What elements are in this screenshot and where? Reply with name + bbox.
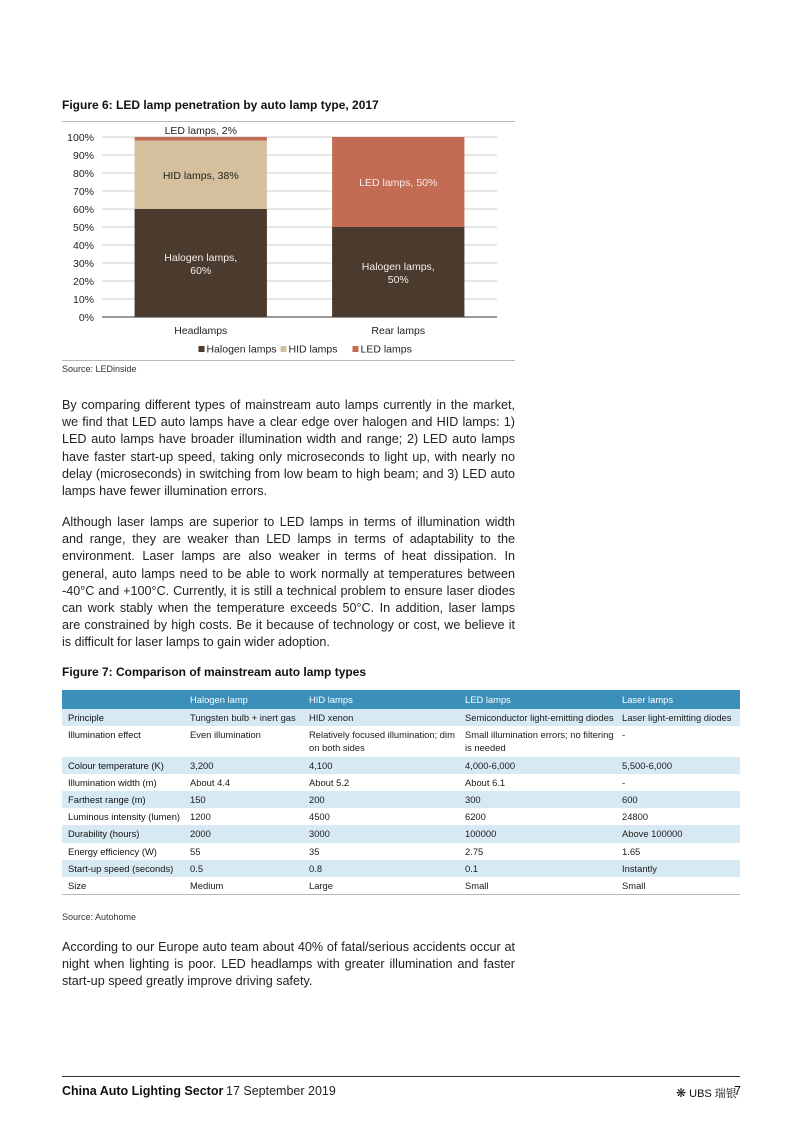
table-cell: 0.8	[303, 860, 459, 877]
table-cell: Tungsten bulb + inert gas	[184, 709, 303, 726]
y-tick-label: 30%	[72, 258, 94, 270]
table-cell: 2.75	[465, 845, 484, 857]
figure6-chart	[62, 122, 515, 362]
table-cell: 200	[303, 791, 459, 808]
table-cell: 4,000-6,000	[459, 757, 616, 774]
y-tick-label: 100%	[67, 132, 94, 144]
legend-swatch	[199, 346, 205, 352]
paragraph-1: By comparing different types of mainstream auto lamps currently in the market, we find that LED auto lamps have a clear edge over halogen and HID lamps: 1) LED auto lamps have broader illumination width and range; 2) LED auto lamps have faster start-up speed, taking only microseconds to light up, with nearly no delay (microseconds) in switching from low beam to high beam; and 3) LED auto lamps have fewer illumination errors.	[62, 398, 515, 499]
legend-label: Halogen lamps	[206, 343, 277, 356]
ubs-keys-icon: ❋	[676, 1086, 687, 1100]
table-header-cell	[62, 690, 184, 709]
x-category-label: Rear lamps	[371, 325, 426, 337]
table-cell: About 5.2	[309, 776, 350, 788]
table-row	[62, 709, 740, 726]
table-cell: Small	[459, 877, 616, 895]
comparison-table	[62, 690, 740, 895]
table-cell: 35	[309, 845, 320, 857]
table-cell: Even illumination	[190, 729, 261, 741]
table-cell: 24800	[622, 811, 649, 823]
table-cell: 2000	[184, 825, 303, 842]
table-cell: Semiconductor light-emitting diodes	[459, 709, 616, 726]
data-label: Halogen lamps,	[164, 252, 238, 264]
y-tick-label: 70%	[72, 186, 94, 198]
row-label: Illumination width (m)	[68, 776, 157, 788]
table-cell: 3,200	[184, 757, 303, 774]
row-label: Start-up speed (seconds)	[62, 860, 184, 877]
figure6-source: Source: LEDinside	[62, 364, 137, 374]
table-cell: Instantly	[616, 860, 740, 877]
legend-swatch	[281, 346, 287, 352]
row-label: Durability (hours)	[62, 825, 184, 842]
table-cell: 150	[184, 791, 303, 808]
table-row	[62, 791, 740, 808]
table-row	[62, 860, 740, 877]
table-cell: 4,100	[303, 757, 459, 774]
table-cell: Small	[616, 877, 740, 895]
y-tick-label: 0%	[78, 312, 94, 324]
table-cell: -	[622, 729, 626, 741]
y-tick-label: 10%	[72, 294, 94, 306]
y-tick-label: 60%	[72, 204, 94, 216]
table-cell: 55	[190, 845, 201, 857]
figure6-title: Figure 6: LED lamp penetration by auto lamp type, 2017	[62, 98, 379, 112]
y-tick-label: 20%	[72, 276, 94, 288]
table-row	[62, 774, 740, 791]
table-cell: 300	[459, 791, 616, 808]
table-row	[62, 825, 740, 842]
row-label: Luminous intensity (lumen)	[68, 811, 181, 823]
y-tick-label: 80%	[72, 168, 94, 180]
legend-label: LED lamps	[360, 343, 412, 356]
figure6-bottom-rule	[62, 360, 515, 361]
table-row	[62, 808, 740, 825]
table-row	[62, 843, 740, 860]
table-cell: 4500	[309, 811, 330, 823]
table-cell: Above 100000	[616, 825, 740, 842]
ubs-logo-text: UBS 瑞银	[689, 1088, 737, 1100]
row-label: Illumination effect	[68, 729, 141, 741]
data-label: Halogen lamps,	[361, 261, 435, 273]
table-row	[62, 726, 740, 756]
data-label: HID lamps, 38%	[162, 169, 239, 182]
table-cell: About 4.4	[190, 776, 231, 788]
row-label: Colour temperature (K)	[62, 757, 184, 774]
row-label: Farthest range (m)	[62, 791, 184, 808]
paragraph-3: According to our Europe auto team about 40% of fatal/serious accidents occur at night when lighting is poor. LED headlamps with greater illumination and faster start-up speed greatly improve driving safety.	[62, 940, 515, 989]
table-cell: 600	[616, 791, 740, 808]
figure7-source: Source: Autohome	[62, 912, 137, 922]
table-cell: HID xenon	[303, 709, 459, 726]
table-cell: About 6.1	[465, 776, 506, 788]
ubs-logo	[676, 1085, 737, 1101]
data-label: 50%	[387, 274, 409, 286]
table-cell: 0.5	[184, 860, 303, 877]
x-category-label: Headlamps	[174, 325, 228, 337]
table-cell: Relatively focused illumination; dim on both sides	[309, 729, 455, 754]
row-label: Energy efficiency (W)	[68, 845, 157, 857]
y-tick-label: 50%	[72, 222, 94, 234]
table-cell: 100000	[459, 825, 616, 842]
legend-swatch	[353, 346, 359, 352]
data-label: LED lamps, 2%	[164, 125, 237, 137]
page-number: 7	[734, 1084, 741, 1098]
table-cell: Small illumination errors; no filtering is needed	[465, 729, 614, 754]
table-header-row	[62, 690, 740, 709]
row-label: Principle	[62, 709, 184, 726]
table-cell: 1200	[190, 811, 211, 823]
table-row	[62, 757, 740, 774]
table-cell: Large	[303, 877, 459, 895]
table-cell: 0.1	[459, 860, 616, 877]
bar-segment	[135, 137, 267, 141]
y-tick-label: 40%	[72, 240, 94, 252]
paragraph-2: Although laser lamps are superior to LED lamps in terms of illumination width and range, they are weaker than LED lamps in terms of adaptability to the environment. Laser lamps are also weaker in terms of heat dissipation. In general, auto lamps need to be able to work normally at temperatures between -40°C and +100°C. Currently, it is still a technical problem to ensure laser diodes can work stably when the temperature exceeds 50°C. In addition, laser lamps are constrained by high costs. Be it because of technology or cost, we believe it is difficult for laser lamps to gain wider adoption.	[62, 515, 515, 650]
table-header-cell: Halogen lamp	[184, 690, 303, 709]
table-cell: 5,500-6,000	[616, 757, 740, 774]
table-header-cell: HID lamps	[303, 690, 459, 709]
table-header-cell: LED lamps	[459, 690, 616, 709]
table-cell: 1.65	[622, 845, 641, 857]
table-header-cell: Laser lamps	[616, 690, 740, 709]
data-label: LED lamps, 50%	[359, 177, 438, 189]
footer-title: China Auto Lighting Sector	[62, 1084, 224, 1098]
table-cell: Laser light-emitting diodes	[616, 709, 740, 726]
table-cell: Medium	[184, 877, 303, 895]
y-tick-label: 90%	[72, 150, 94, 162]
table-row	[62, 877, 740, 895]
footer-date: 17 September 2019	[226, 1084, 336, 1098]
data-label: 60%	[190, 265, 212, 277]
footer-rule	[62, 1076, 740, 1077]
legend-label: HID lamps	[288, 343, 338, 356]
row-label: Size	[62, 877, 184, 895]
table-cell: 6200	[465, 811, 486, 823]
figure7-title: Figure 7: Comparison of mainstream auto lamp types	[62, 665, 367, 679]
table-cell: -	[622, 776, 626, 788]
table-cell: 3000	[303, 825, 459, 842]
